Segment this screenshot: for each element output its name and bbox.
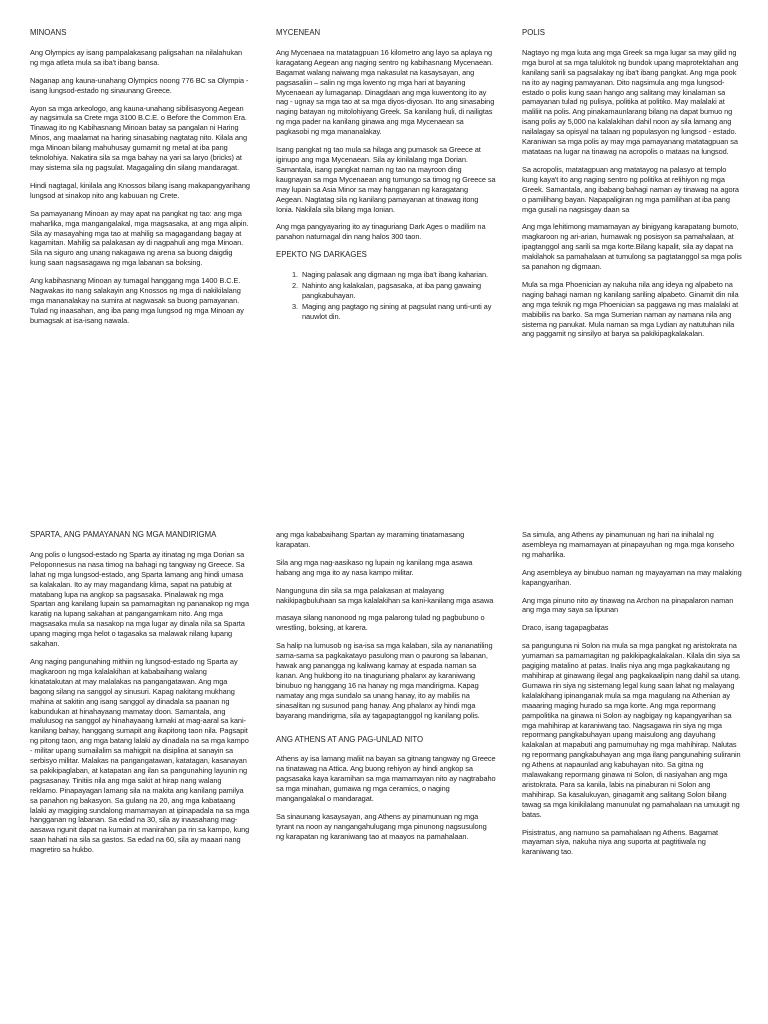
section-polis xyxy=(522,28,742,347)
paragraph: Sa pamayanang Minoan ay may apat na pangkat ng tao: ang mga maharlika, mga mangangalakal, mga magsasaka, at ang mga alipin. Sila ay masayahing mga tao at mahilig sa magagandang bagay at kagamitan. Mahilig sa palakasan ay di nagpahuli ang mga Minoan. Sila na siguro ang unang nakagawa ng arena sa buong daigdig kung saan nagsasagawa ng mga labanan sa boksing. xyxy=(30,208,249,268)
paragraph: Ang Olympics ay isang pampalakasang paligsahan na nilalahukan ng mga atleta mula sa iba't ibang bansa. xyxy=(30,47,243,67)
section-sparta xyxy=(30,530,250,863)
paragraph: Ang kabihasnang Minoan ay tumagal hanggang mga 1400 B.C.E. Nagwakas ito nang salakayin ang Knossos ng mga di nakikilalang mga mananalakay na sumira at nagwasak sa buong pamayanan. Tulad ng inaasahan, ang iba pang mga lungsod ng mga Minoan ay bumagsak at isa-isang nawala. xyxy=(30,276,244,325)
paragraph: sa pangunguna ni Solon na mula sa mga pangkat ng aristokrata na yumaman sa pamamagitan ng pakikipagkalakalan. Kilala din siya sa pagiging matalino at patas. Inalis niya ang mga pagkakautang ng mahihirap at ginawang ilegal ang pagkakaalipin nang dahil sa utang. Gumawa rin siya ng sistemang legal kung saan lahat ng malayang kalalakihang ipinanganak mula sa mga magulang na Athenian ay maaaring maging hurado sa mga korte. Ang mga repormang pampolitika na ginawa ni Solon ay nagbigay ng kapangyarihan sa mga mahihirap at karaniwang tao. Nagsagawa rin siya ng mga repormang pangkabuhayan upang maisulong ang dayuhang kalakalan at mapabuti ang pamumuhay ng mga mahihirap. Nalutas ng repormang pangkabuhayan ang mga ilang pangunahing suliranin ng Athens at napaunlad ang kabuhayan nito. Sa gitna ng malawakang repormang ginawa ni Solon, di nasiyahan ang mga aristokrata. Para sa kanila, labis na pinaburan ni Solon ang mahihirap. Sa kasalukuyan, ginagamit ang salitang Solon bilang tawag sa mga kinikilalang manunulat ng pamahalaan na umuugit ng batas. xyxy=(522,641,741,819)
paragraph: Nangunguna din sila sa mga palakasan at malayang nakikipagbuluhaan sa mga kalalakihan sa kani-kanilang mga asawa xyxy=(276,585,494,605)
paragraph: Ang mga lehitimong mamamayan ay binigyang karapatang bumoto, magkaroon ng ari-arian, humawak ng posisyon sa pamahalaan, at ipagtanggol ang sarili sa mga korte.Bilang kapalit, sila ay dapat na makilahok sa pamahalaan at tumulong sa pagtatanggol sa mga polis sa panahon ng digmaan. xyxy=(522,222,742,272)
paragraph: Mula sa mga Phoenician ay nakuha nila ang ideya ng alpabeto na naging bahagi naman ng kanilang sariling alpabeto. Ginamit din nila ang mga teknik ng mga Phoenician sa paggawa ng mas malalaki at mabibilis na barko. Sa mga Sumerian naman ay namana nila ang sistema ng panukat. Mula naman sa mga Lydian ay natutuhan nila ang paggamit ng sinsilyo at barya sa pakikipagkalakalan. xyxy=(522,279,739,339)
subsection-heading: EPEKTO NG DARKAGES xyxy=(276,250,367,260)
paragraph: ang mga kababaihang Spartan ay maraming tinatamasang karapatan. xyxy=(276,530,465,549)
paragraph: Ang Mycenaea na matatagpuan 16 kilometro ang layo sa aplaya ng karagatang Aegean ang naging sentro ng kabihasnang Mycenaean. Bagamat walang naiwang mga nakasulat na kasaysayan, ang pagsasaliin – salin ng mga kwento ng mga hari at bayaning Mycenaean ay lumaganap. Dinagdaan ang mga kuwentong ito ay nag - ugnay sa mga tao at sa mga diyos-diyosan. Ito ang sinasabing naging batayan ng mitolohiyang Greek. Sa kanilang huli, di nailigtas ng mga pader na kanilang ginawa ang mga Mycenaean sa pagkasobi ng mga mananalakay. xyxy=(276,47,495,137)
subsection-heading: ANG ATHENS AT ANG PAG-UNLAD NITO xyxy=(276,734,424,744)
paragraph: Pisistratus, ang namuno sa pamahalaan ng Athens. Bagamat mayaman siya, nakuha niya ang suporta at pagtitiwala ng karaniwang tao. xyxy=(522,827,719,857)
section-athens-government xyxy=(522,530,742,865)
paragraph: Draco, isang tagapagbatas xyxy=(522,623,609,633)
list-item: 3. Maging ang pagtago ng sining at pagsulat nang unti-unti ay nauwlot din. xyxy=(300,302,496,322)
paragraph: masaya silang nanonood ng mga palarong tulad ng pagbubuno o wrestling, boksing, at karera. xyxy=(276,613,485,633)
paragraph: Sa acropolis, matatagpuan ang matatayog na palasyo at templo kung kaya't ito ang naging sentro ng politika at relihiyon ng mga Greek. Samantala, ang ibabang bahagi naman ay tinawag na agora o pamilihang bayan. Napapaligiran ng mga pamilihan at iba pang mga gusali na nagsisgay daan sa xyxy=(522,164,739,214)
paragraph: Sa simula, ang Athens ay pinamunuan ng hari na inihalal ng asembleya ng mamamayan at pinapayuhan ng mga mga konseho ng maharlika. xyxy=(522,530,735,559)
paragraph: Ang naging pangunahing mithiin ng lungsod-estado ng Sparta ay magkaroon ng mga kalalakihan at kababaihang walang kinatatakutan at may malalakas na pangangatawan. Ang mga bagong silang na sanggol ay sinusuri. Kapag nakitang mukhang mahina at sakitin ang isang sanggol ay dinadala sa paanan ng kabundukan at hinahayaang mamatay doon. Samantala, ang malulusog na sanggol ay hinahayaang lumaki at mag-aaral sa kani-kanilang bahay, hanggang sumapit ang ikapitong taon nila. Pagsapit ng pitong taon, ang mga batang lalaki ay dinadala na sa mga kampo - militar upang sumailalim sa mahigpit na disiplina at sanayin sa serbisyo militar. Malakas na pangangatawan, katatagan, kasanayan sa pakikipaglaban, at katapatan ang ilan sa pangunahing layunin ng pagsasanay. Tinitiis nila ang mga sakit at hirap nang walang reklamo. Pinapayagan lamang sila na makita ang kanilang pamilya sa panahon ng bakasyon. Sa gulang na 20, ang mga kabataang lalaki ay magiging sundalong mamamayan at ipinapadala na sa mga hangganan ng labanan. Sa edad na 30, sila ay inaasahang mag-aasawa ngunit dapat na kumain at manirahan pa rin sa kampo, kung saan hahati na sila sa gastos. Sa edad na 60, sila ay maaari nang magretiro sa hukbo. xyxy=(30,656,250,855)
effects-list xyxy=(276,270,496,322)
section-minoans xyxy=(30,28,250,334)
paragraph: Athens ay isa lamang maliit na bayan sa gitnang tangway ng Greece na tinatawag na Attica. Ang buong rehiyon ay hindi angkop sa pagsasaka kaya karamihan sa mga mamamayan nito ay nagtrabaho sa mga minahan, gumawa ng mga ceramics, o naging mangangalakal o mandaragat. xyxy=(276,754,496,804)
paragraph: Nagtayo ng mga kuta ang mga Greek sa mga lugar sa may gilid ng mga burol at sa mga talukitok ng bundok upang maprotektahan ang kanilang sarili sa pagsalakay ng iba't ibang pangkat. Ang mga pook na ito ay naging pamayanan. Dito nagsimula ang mga lungsod-estado o polis kung saan hango ang salitang may kinalaman sa pamayanan tulad ng pulisya, politika at politiko. May malalaki at maliliit na polis. Ang pinakamaunlarang bilang na dapat bumuo ng isang polis ay 5,000 na kalalakihan dahil noon ay sila lamang ang nailalagay sa opisyal na talaan ng populasyon ng lungsod - estado. Karaniwan sa mga polis ay may mga pamayanang matatagpuan sa matataas na lugar na tinawag na acropolis o mataas na lungsod. xyxy=(522,47,739,156)
paragraph: Naganap ang kauna-unahang Olympics noong 776 BC sa Olympia - isang lungsod-estado ng sinaunang Greece. xyxy=(30,75,249,95)
section-heading: SPARTA, ANG PAMAYANAN NG MGA MANDIRIGMA xyxy=(30,530,217,539)
section-sparta-women-athens xyxy=(276,530,496,850)
section-mycenean xyxy=(276,28,496,330)
section-heading: MYCENEAN xyxy=(276,28,321,37)
section-heading: MINOANS xyxy=(30,28,67,37)
paragraph: Hindi nagtagal, kinilala ang Knossos bilang isang makapangyarihang lungsod at sinakop nito ang kabuuan ng Crete. xyxy=(30,180,250,200)
paragraph: Ang polis o lungsod-estado ng Sparta ay itinatag ng mga Dorian sa Peloponnesus na nasa timog na bahagi ng tangway ng Greece. Sa lahat ng mga lungsod-estado, ang Sparta lamang ang hindi umasa sa kalakalan. Ito ay may magandang klima, sapat na patubig at matabang lupa na angkop sa pagsasaka. Pinalawak ng mga Spartan ang kanilang lupain sa pamamagitan ng pananakop ng mga karatig na lupang sakahan at pangangamkam nito. Ang mga magsasaka mula sa nasakop na mga lugar ay dinala nila sa Sparta upang maging mga helot o tagasaka sa malawak nilang lupang sakahan. xyxy=(30,549,249,649)
paragraph: Sa halip na lumusob ng isa-isa sa mga kalaban, sila ay nananatiling sama-sama sa pagkakatayo pasulong man o paurong sa labanan, hawak ang panangga ng kaliwang kamay at espada naman sa kanan. Ang hukbong ito na tinaguriang phalanx ay karaniwang binubuo ng hanggang 16 na hanay ng mga mandirigma. Kapag namatay ang mga sundalo sa unang hanay, ito ay mabilis na sinasalitan ng susunod pang hanay. Ang phalanx ay hindi mga bayarang mandirigma, sila ay tagapagtanggol ng kanilang polis. xyxy=(276,641,493,720)
paragraph: Sila ang mga nag-aasikaso ng lupain ng kanilang mga asawa habang ang mga ito ay nasa kampo militar. xyxy=(276,557,473,577)
paragraph: Ang mga pinuno nito ay tinawag na Archon na pinapalaron naman ang mga may saya sa lipunan xyxy=(522,595,734,615)
section-heading: POLIS xyxy=(522,28,545,37)
paragraph: Ayon sa mga arkeologo, ang kauna-unahang sibilisasyong Aegean ay nagsimula sa Crete mga 3100 B.C.E. o Before the Common Era. Tinawag ito ng Kabihasnang Minoan batay sa pangalan ni Haring Minos, ang maalamat na haring sinasabing nagtatag nito. Kilala ang mga Minoan bilang mahuhusay gumamit ng metal at iba pang teknolohiya. Nakatira sila sa mga bahay na yari sa laryo (bricks) at may sistema sila ng pagsulat. Magagaling din silang mandaragat. xyxy=(30,103,247,172)
list-item: 2. Nahinto ang kalakalan, pagsasaka, at iba pang gawaing pangkabuhayan. xyxy=(300,281,496,301)
paragraph: Sa sinaunang kasaysayan, ang Athens ay pinamunuan ng mga tyrant na noon ay nangangahulugang mga pinunong nagsusulong ng karapatan ng karaniwang tao at maayos na pamahalaan. xyxy=(276,811,487,841)
paragraph: Isang pangkat ng tao mula sa hilaga ang pumasok sa Greece at iginupo ang mga Mycenaean. Sila ay kinilalang mga Dorian. Samantala, isang pangkat naman ng tao na mayroon ding kaugnayan sa mga Mycenaean ang tumungo sa timog ng Greece sa may lupain sa Asia Minor sa may hangganan ng karagatang Aegean. Nagtatag sila ng kanilang pamayanan at tinawag itong Ionia. Nakilala sila bilang mga Ionian. xyxy=(276,145,496,214)
paragraph: Ang mga pangyayaring ito ay tinaguriang Dark Ages o madilim na panahon naturnagal din nang halos 300 taon. xyxy=(276,222,486,242)
list-item: 1. Naging palasak ang digmaan ng mga iba't ibang kaharian. xyxy=(300,270,496,280)
paragraph: Ang asembleya ay binubuo naman ng mayayaman na may malaking kapangyarihan. xyxy=(522,567,742,587)
